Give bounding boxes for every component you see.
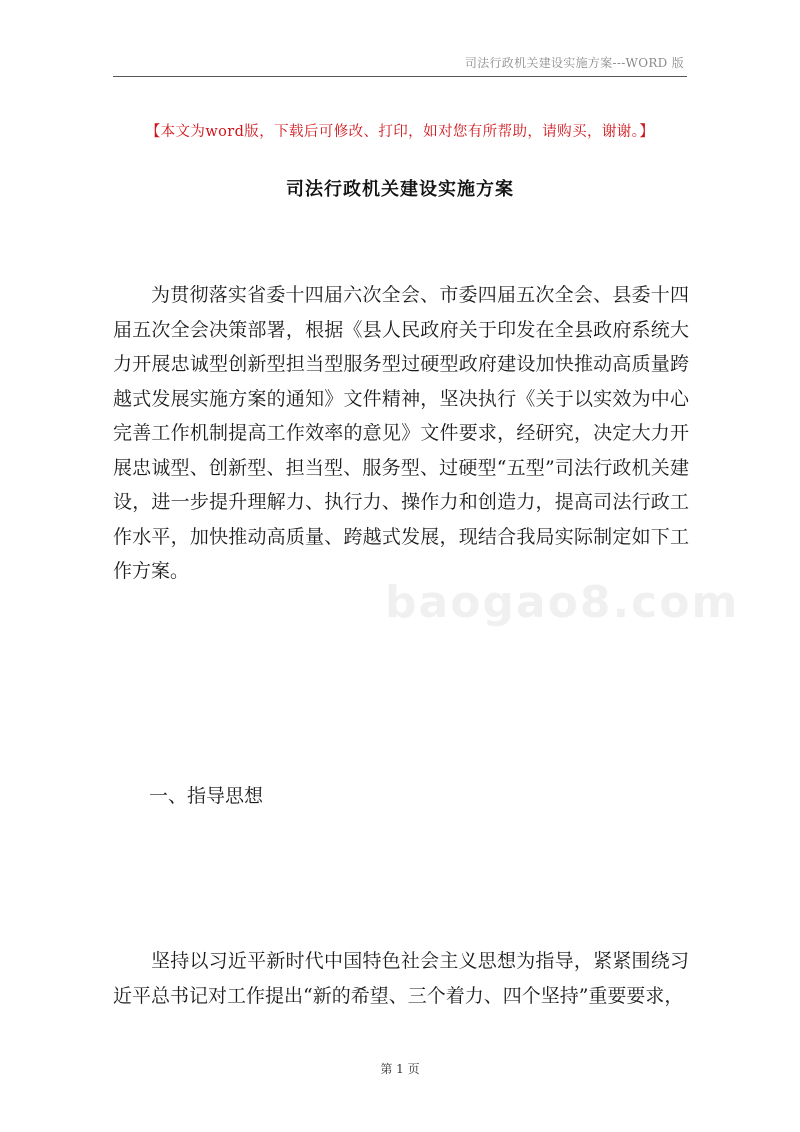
body-paragraph-1: 为贯彻落实省委十四届六次全会、市委四届五次全会、县委十四届五次全会决策部署，根据《县人民政府关于印发在全县政府系统大力开展忠诚型创新型担当型服务型过硬型政府建设加快推动高质量跨越式发展实施方案的通知》文件精神，坚决执行《关于以实效为中心完善工作机制提高工作效率的意见》文件要求，经研究，决定大力开展忠诚型、创新型、担当型、服务型、过硬型“五型”司法行政机关建设，进一步提升理解力、执行力、操作力和创造力，提高司法行政工作水平，加快推动高质量、跨越式发展，现结合我局实际制定如下工作方案。 bbox=[113, 284, 689, 582]
document-title: 司法行政机关建设实施方案 bbox=[286, 179, 514, 200]
header-divider bbox=[113, 76, 687, 77]
page-number: 第 1 页 bbox=[380, 1062, 420, 1076]
watermark: baogao8.com bbox=[385, 577, 740, 628]
body-paragraph-2: 坚持以习近平新时代中国特色社会主义思想为指导，紧紧围绕习近平总书记对工作提出“新的希望、三个着力、四个坚持”重要要求， bbox=[113, 950, 689, 1007]
running-header: 司法行政机关建设实施方案---WORD 版 bbox=[464, 56, 684, 70]
section-heading-guiding-ideology: 一、指导思想 bbox=[149, 785, 264, 807]
purchase-notice: 【本文为word版，下载后可修改、打印，如对您有所帮助，请购买，谢谢。】 bbox=[145, 124, 655, 140]
